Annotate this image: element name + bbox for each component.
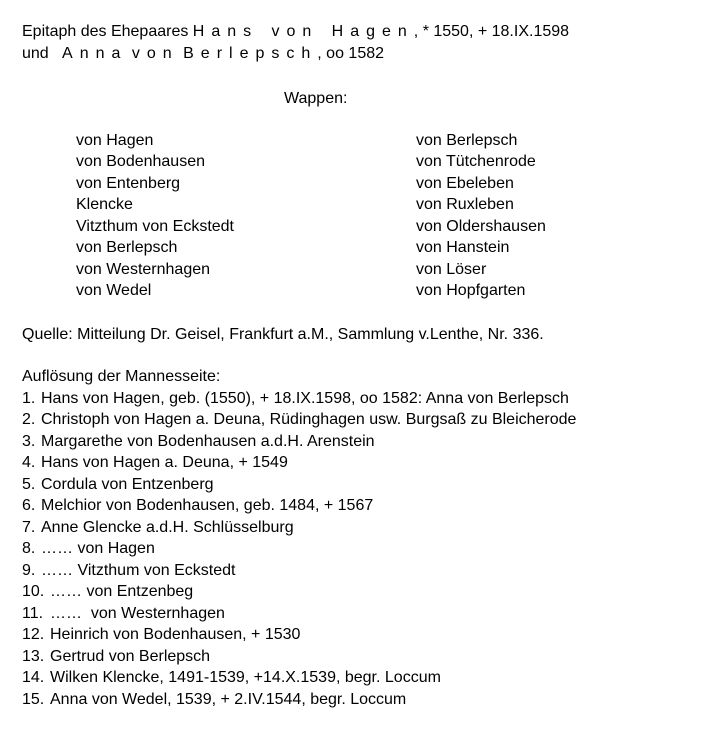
ancestor-item — [22, 474, 712, 496]
arms-right-item: von Löser — [416, 260, 487, 278]
ancestor-text: Hans von Hagen a. Deuna, + 1549 — [41, 454, 288, 471]
arms-left-item: von Bodenhausen — [76, 153, 205, 170]
arms-right-item: von Hanstein — [416, 239, 510, 256]
ancestor-number: 15. — [22, 690, 45, 708]
ancestor-text: Hans von Hagen, geb. (1550), + 18.IX.1598, oo 1582: Anna von Berlepsch — [41, 389, 569, 407]
title-und: und — [22, 44, 49, 62]
arms-left-item: von Wedel — [76, 282, 152, 299]
ancestor-item — [22, 560, 712, 582]
arms-left-item: Klencke — [76, 196, 133, 213]
ancestor-text: …… von Hagen — [41, 540, 155, 557]
arms-right-item: von Berlepsch — [416, 131, 518, 149]
arms-right-item: von Hopfgarten — [416, 282, 526, 299]
ancestor-number: 7. — [22, 518, 36, 536]
ancestor-number: 13. — [22, 647, 45, 665]
ancestor-text: …… von Westernhagen — [50, 604, 225, 622]
ancestor-item — [22, 581, 712, 603]
ancestor-text: Christoph von Hagen a. Deuna, Rüdinghagen usw. Burgsaß zu Bleicherode — [41, 411, 577, 428]
title-prefix: Epitaph des Ehepaares — [22, 23, 189, 40]
ancestor-number: 12. — [22, 626, 45, 643]
ancestor-item — [22, 431, 712, 453]
arms-left-item: von Entenberg — [76, 174, 181, 192]
arms-right-item: von Oldershausen — [416, 217, 546, 235]
ancestor-number: 6. — [22, 497, 36, 514]
ancestor-text: …… von Entzenbeg — [50, 583, 194, 600]
arms-right-item: von Ebeleben — [416, 174, 514, 192]
ancestor-number: 3. — [22, 432, 36, 450]
ancestor-text: Cordula von Entzenberg — [41, 475, 214, 493]
ancestor-number: 2. — [22, 411, 36, 428]
arms-left-item: von Hagen — [76, 131, 154, 149]
ancestor-text: Gertrud von Berlepsch — [50, 647, 211, 665]
husband-dates: , * 1550, + 18.IX.1598 — [413, 23, 570, 40]
arms-right-item: von Ruxleben — [416, 196, 514, 213]
husband-surname: Hagen — [331, 23, 414, 40]
arms-column-right — [416, 130, 546, 302]
ancestor-number: 8. — [22, 540, 36, 557]
ancestor-item — [22, 495, 712, 517]
aufloesung-heading: Auflösung der Mannesseite: — [22, 368, 221, 385]
ancestor-number: 1. — [22, 389, 36, 407]
ancestor-item — [22, 646, 712, 668]
ancestor-item — [22, 517, 712, 539]
wife-first-name: Anna — [62, 44, 128, 62]
source-note: Quelle: Mitteilung Dr. Geisel, Frankfurt a.M., Sammlung v.Lenthe, Nr. 336. — [22, 325, 544, 343]
wife-von: von — [131, 44, 179, 62]
ancestor-item — [22, 603, 712, 625]
ancestor-list — [22, 388, 712, 711]
ancestor-item — [22, 452, 712, 474]
ancestor-number: 14. — [22, 669, 45, 686]
arms-left-item: von Westernhagen — [76, 260, 211, 278]
ancestor-number: 5. — [22, 475, 36, 493]
ancestor-number: 4. — [22, 454, 36, 471]
ancestor-number: 9. — [22, 561, 36, 579]
ancestor-item — [22, 667, 712, 689]
ancestor-number: 10. — [22, 583, 45, 600]
document-page — [22, 21, 712, 710]
arms-column-left — [76, 130, 234, 302]
arms-left-item: von Berlepsch — [76, 239, 178, 256]
ancestor-number: 11. — [22, 604, 44, 622]
ancestor-item — [22, 388, 712, 410]
ancestor-text: Anne Glencke a.d.H. Schlüsselburg — [41, 518, 294, 536]
ancestor-text: Wilken Klencke, 1491-1539, +14.X.1539, begr. Loccum — [50, 669, 441, 686]
ancestor-text: Melchior von Bodenhausen, geb. 1484, + 1567 — [41, 497, 374, 514]
husband-von: von — [271, 23, 319, 40]
ancestor-item — [22, 538, 712, 560]
ancestor-item — [22, 624, 712, 646]
coats-of-arms-list — [22, 130, 712, 302]
ancestor-item — [22, 409, 712, 431]
marriage-date: , oo 1582 — [317, 44, 385, 62]
ancestor-text: …… Vitzthum von Eckstedt — [41, 561, 236, 579]
husband-first-name: Hans — [192, 23, 259, 40]
ancestor-text: Heinrich von Bodenhausen, + 1530 — [50, 626, 301, 643]
wappen-heading: Wappen: — [284, 90, 348, 107]
ancestor-text: Margarethe von Bodenhausen a.d.H. Arenstein — [41, 432, 375, 450]
title-line-2 — [22, 43, 712, 65]
title-line-1 — [22, 21, 712, 43]
ancestor-text: Anna von Wedel, 1539, + 2.IV.1544, begr. Loccum — [50, 690, 407, 708]
arms-right-item: von Tütchenrode — [416, 153, 536, 170]
ancestor-item — [22, 689, 712, 711]
arms-left-item: Vitzthum von Eckstedt — [76, 217, 234, 235]
wife-surname: Berlepsch — [183, 44, 318, 62]
